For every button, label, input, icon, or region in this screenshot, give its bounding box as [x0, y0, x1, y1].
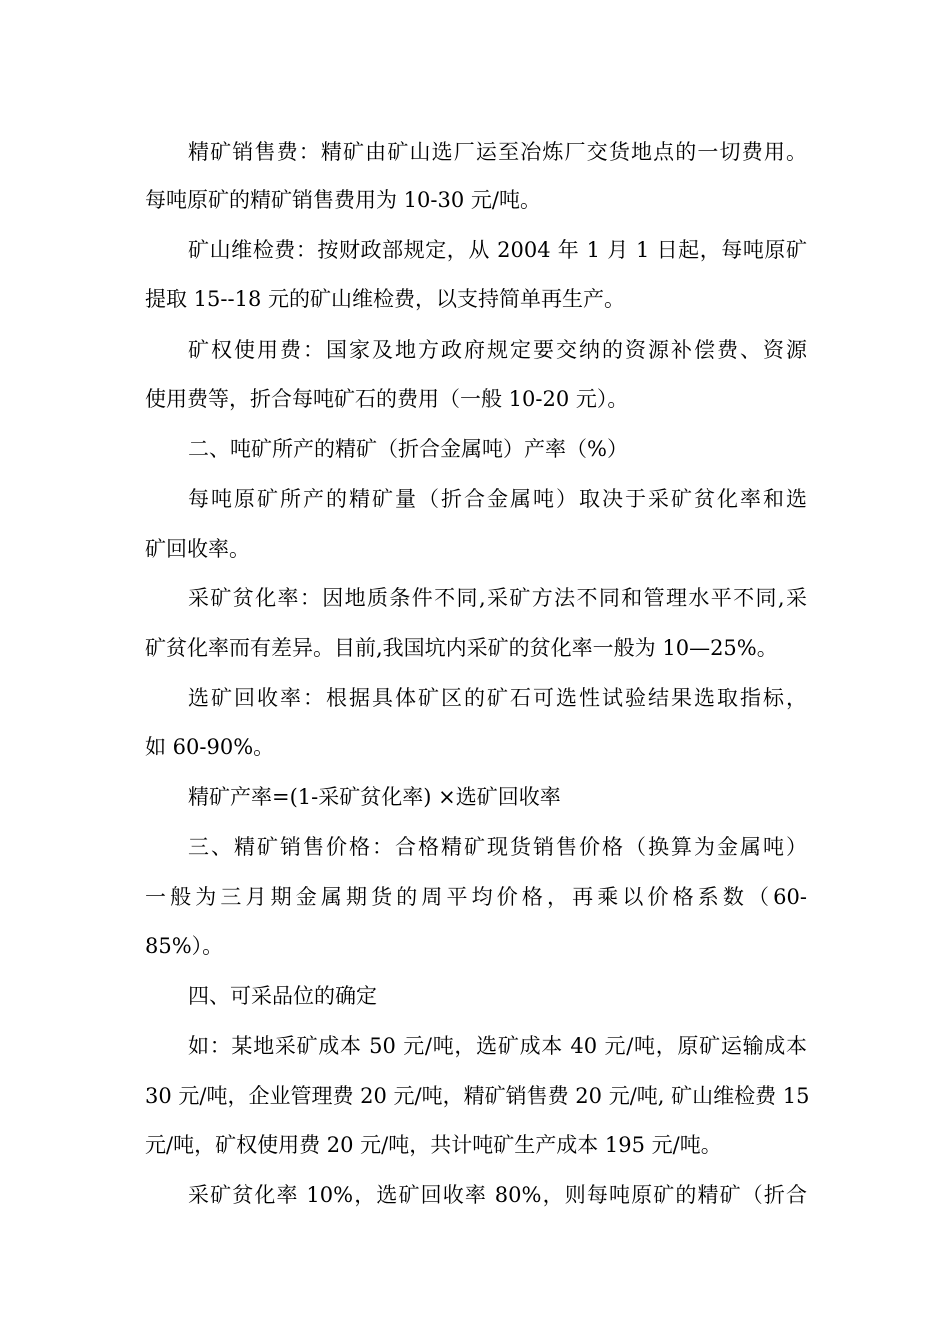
text-line: 85%）。 [145, 934, 224, 958]
text-line: 使用费等，折合每吨矿石的费用（一般 10-20 元）。 [145, 387, 629, 411]
heading: 二、吨矿所产的精矿（折合金属吨）产率（%） [188, 437, 628, 461]
text-line: 矿贫化率而有差异。目前,我国坑内采矿的贫化率一般为 10—25%。 [145, 636, 778, 660]
text-line: 采矿贫化率：因地质条件不同,采矿方法不同和管理水平不同,采 [188, 586, 807, 610]
heading: 三、精矿销售价格：合格精矿现货销售价格（换算为金属吨） [188, 835, 807, 859]
text-line: 采矿贫化率 10%，选矿回收率 80%，则每吨原矿的精矿（折合 [188, 1183, 807, 1207]
text-line: 元/吨，矿权使用费 20 元/吨，共计吨矿生产成本 195 元/吨。 [145, 1133, 722, 1157]
text-line: 每吨原矿的精矿销售费用为 10-30 元/吨。 [145, 188, 541, 212]
text-line: 精矿销售费：精矿由矿山选厂运至冶炼厂交货地点的一切费用。 [188, 140, 807, 164]
heading: 四、可采品位的确定 [188, 984, 377, 1008]
text-line: 如：某地采矿成本 50 元/吨，选矿成本 40 元/吨，原矿运输成本 [188, 1034, 807, 1058]
text-line: 矿权使用费：国家及地方政府规定要交纳的资源补偿费、资源 [188, 338, 807, 362]
text-line: 如 60-90%。 [145, 735, 275, 759]
text-line: 矿回收率。 [145, 537, 250, 561]
text-line: 选矿回收率：根据具体矿区的矿石可选性试验结果选取指标， [188, 686, 807, 710]
text-line: 每吨原矿所产的精矿量（折合金属吨）取决于采矿贫化率和选 [188, 487, 807, 511]
text-line: 一般为三月期金属期货的周平均价格，再乘以价格系数（60- [145, 885, 807, 909]
text-line: 矿山维检费：按财政部规定，从 2004 年 1 月 1 日起，每吨原矿 [188, 238, 807, 262]
formula-line: 精矿产率=(1-采矿贫化率) ×选矿回收率 [188, 785, 561, 809]
text-line: 30 元/吨，企业管理费 20 元/吨，精矿销售费 20 元/吨, 矿山维检费 15 [145, 1084, 810, 1108]
text-line: 提取 15--18 元的矿山维检费，以支持简单再生产。 [145, 287, 625, 311]
